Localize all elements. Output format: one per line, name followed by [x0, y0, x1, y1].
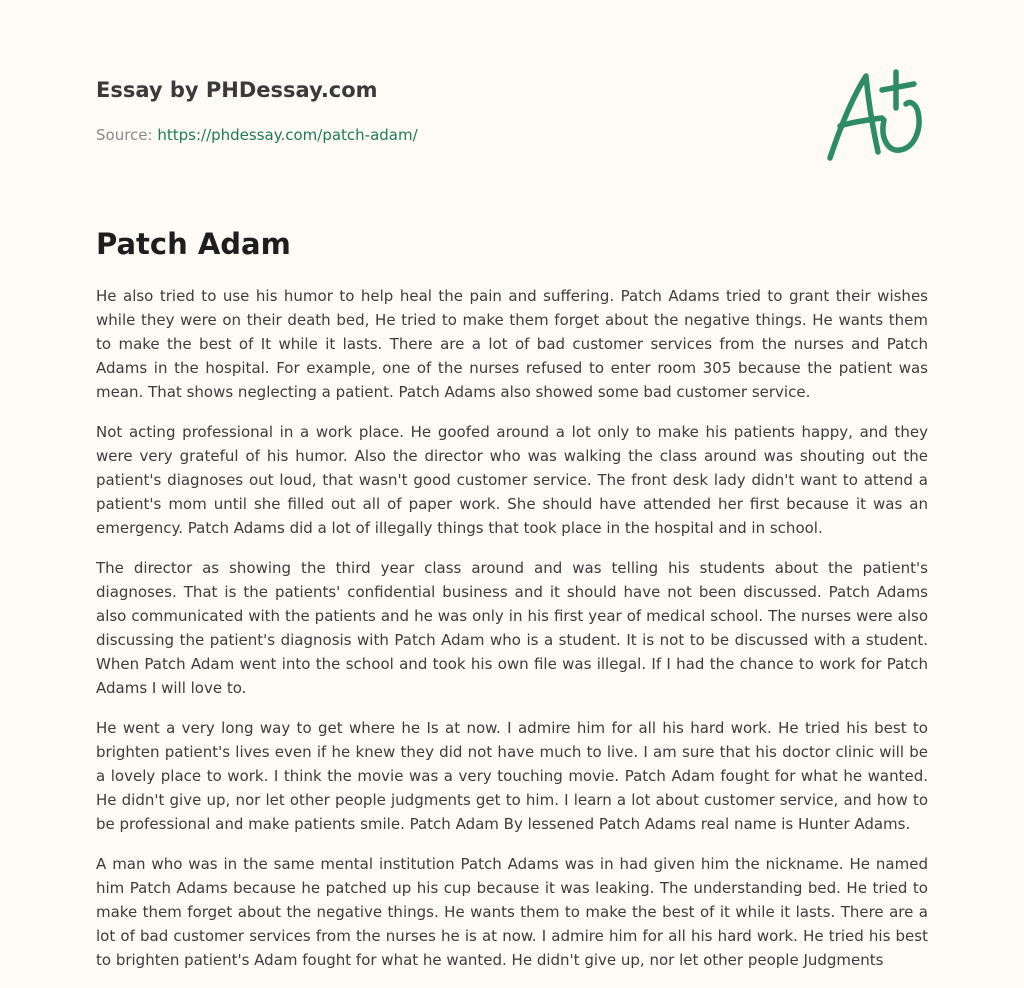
- essay-paragraph: The director as showing the third year class around and was telling his students about the patient's diagnoses. That is the patients' confidential business and it should have not been discussed. Patch Adams also communicated with the patients and he was only in his first year of medical school. The nurses were also discussing the patient's diagnosis with Patch Adam who is a student. It is not to be discussed with a student. When Patch Adam went into the school and took his own file was illegal. If I had the chance to work for Patch Adams I will love to.: [96, 559, 928, 697]
- source-label: Source:: [96, 126, 153, 144]
- source-link[interactable]: https://phdessay.com/patch-adam/: [157, 126, 418, 144]
- a-plus-grade-icon: [822, 68, 932, 164]
- essay-paragraph: A man who was in the same mental institution Patch Adams was in had given him the nickname. He named him Patch Adams because he patched up his cup because it was leaking. The understanding bed. He tried to make them forget about the negative things. He wants them to make the best of it while it lasts. There are a lot of bad customer services from the nurses he is at now. I admire him for all his hard work. He tried his best to brighten patient's Adam fought for what he wanted. He didn't give up, nor let other people Judgments: [96, 855, 928, 969]
- site-header: [96, 76, 696, 146]
- essay-paragraph: Not acting professional in a work place. He goofed around a lot only to make his patients happy, and they were very grateful of his humor. Also the director who was walking the class around was shouting out the patient's diagnoses out loud, that wasn't good customer service. The front desk lady didn't want to attend a patient's mom until she filled out all of paper work. She should have attended her first because it was an emergency. Patch Adams did a lot of illegally things that took place in the hospital and in school.: [96, 423, 928, 537]
- essay-paragraph: He went a very long way to get where he Is at now. I admire him for all his hard work. He tried his best to brighten patient's lives even if he knew they did not have much to live. I am sure that his doctor clinic will be a lovely place to work. I think the movie was a very touching movie. Patch Adam fought for what he wanted. He didn't give up, nor let other people judgments get to him. I learn a lot about customer service, and how to be professional and make patients smile. Patch Adam By lessened Patch Adams real name is Hunter Adams.: [96, 719, 928, 833]
- brand-title: Essay by PHDessay.com: [96, 78, 378, 102]
- essay-body: [96, 284, 928, 988]
- essay-title: Patch Adam: [96, 227, 291, 261]
- essay-paragraph: He also tried to use his humor to help heal the pain and suffering. Patch Adams tried to grant their wishes while they were on their death bed, He tried to make them forget about the negative things. He wants them to make the best of It while it lasts. There are a lot of bad customer services from the nurses and Patch Adams in the hospital. For example, one of the nurses refused to enter room 305 because the patient was mean. That shows neglecting a patient. Patch Adams also showed some bad customer service.: [96, 287, 928, 401]
- source-line: [96, 124, 696, 146]
